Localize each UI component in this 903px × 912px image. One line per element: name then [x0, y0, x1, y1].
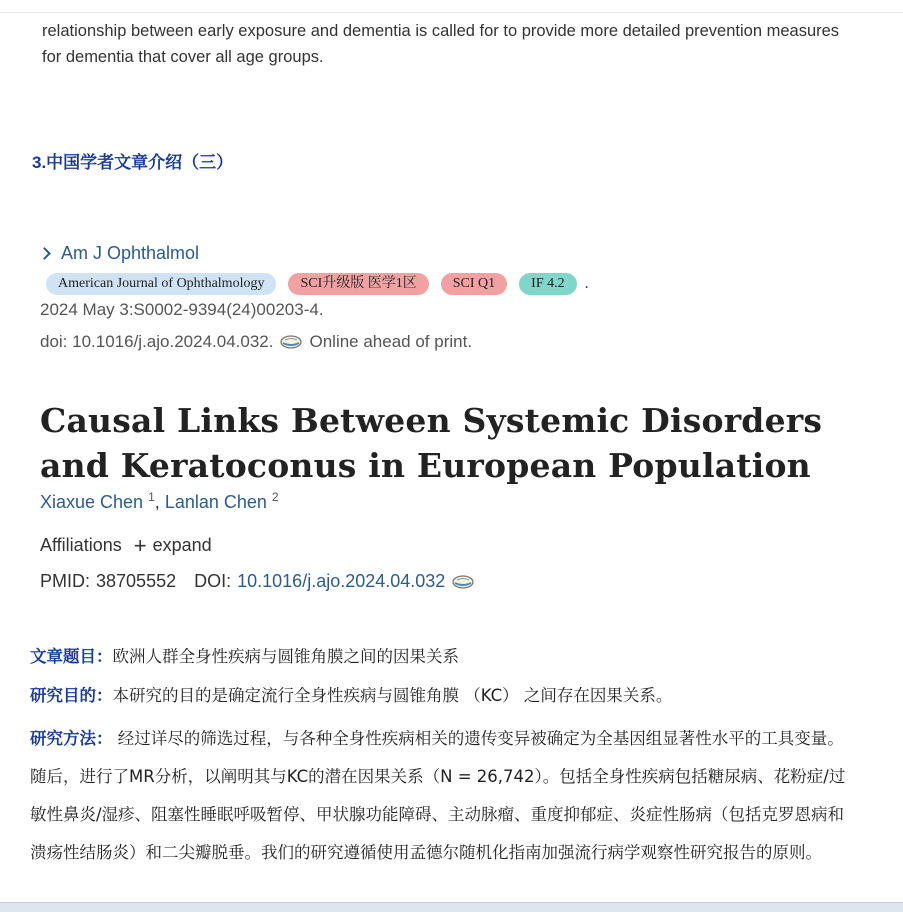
summary-title-label: 文章题目： — [30, 647, 113, 666]
online-status: Online ahead of print. — [309, 332, 473, 351]
expand-label[interactable]: expand — [152, 535, 212, 555]
expand-toggle[interactable] — [133, 532, 212, 558]
summary-purpose-label: 研究目的： — [30, 686, 113, 705]
summary-purpose — [30, 682, 860, 706]
doi-link[interactable]: 10.1016/j.ajo.2024.04.032 — [237, 571, 446, 591]
sci-quartile-badge: SCI Q1 — [441, 273, 507, 295]
summary-method-text: 经过详尽的筛选过程，与各种全身性疾病相关的遗传变异被确定为全基因组显著性水平的工具变量。随后，进行了MR分析，以阐明其与KC的潜在因果关系（N = 26,742）。包括全身性疾病包括糖尿病、花粉症/过敏性鼻炎/湿疹、阻塞性睡眠呼吸暂停、甲状腺功能障碍、主动脉瘤、重度抑郁症、炎症性肠病（包括克罗恩病和溃疡性结肠炎）和二尖瓣脱垂。我们的研究遵循使用孟德尔随机化指南加强流行病学观察性研究报告的原则。 — [30, 729, 846, 862]
plus-icon: + — [133, 532, 147, 558]
summary-method — [30, 720, 860, 872]
journal-name[interactable]: Am J Ophthalmol — [61, 243, 200, 263]
impact-factor-badge: IF 4.2 — [519, 273, 576, 295]
journal-badges — [46, 273, 589, 295]
pmid-label: PMID: — [40, 571, 91, 591]
doi-text: doi: 10.1016/j.ajo.2024.04.032. — [40, 332, 274, 351]
summary-title — [30, 643, 860, 667]
summary-title-text: 欧洲人群全身性疾病与圆锥角膜之间的因果关系 — [112, 647, 459, 666]
author-affiliation-number[interactable]: 2 — [271, 490, 279, 504]
section-heading: 3.中国学者文章介绍（三） — [32, 153, 234, 172]
author-link[interactable]: Lanlan Chen — [164, 492, 267, 512]
trailing-dot: . — [584, 275, 589, 292]
identifiers-row — [40, 571, 475, 592]
chevron-right-icon — [38, 247, 51, 260]
journal-full-name-badge: American Journal of Ophthalmology — [46, 273, 276, 295]
summary-purpose-text: 本研究的目的是确定流行全身性疾病与圆锥角膜 （KC） 之间存在因果关系。 — [112, 686, 673, 705]
article-title: Causal Links Between Systemic Disorders and Keratoconus in European Population — [40, 401, 823, 486]
citation-badge-icon[interactable] — [279, 334, 303, 350]
authors — [40, 490, 279, 513]
author-affiliation-number[interactable]: 1 — [148, 490, 155, 504]
author-separator: , — [154, 492, 160, 512]
doi-line — [40, 332, 472, 352]
pmid-value: 38705552 — [96, 571, 177, 591]
doi-label: DOI: — [194, 571, 232, 591]
previous-paragraph: relationship between early exposure and dementia is called for to provide more detailed prevention measures for dementia that cover all age groups. — [42, 22, 840, 66]
top-edge — [0, 0, 903, 13]
affiliations-label: Affiliations — [40, 535, 122, 555]
author-link[interactable]: Xiaxue Chen — [40, 492, 144, 512]
sci-zone-badge: SCI升级版 医学1区 — [288, 273, 428, 295]
journal-link[interactable] — [40, 243, 199, 264]
affiliations-row — [40, 532, 212, 558]
summary-method-label: 研究方法： — [30, 729, 113, 748]
citation-badge-icon[interactable] — [451, 574, 475, 590]
publication-date: 2024 May 3:S0002-9394(24)00203-4. — [40, 300, 324, 319]
